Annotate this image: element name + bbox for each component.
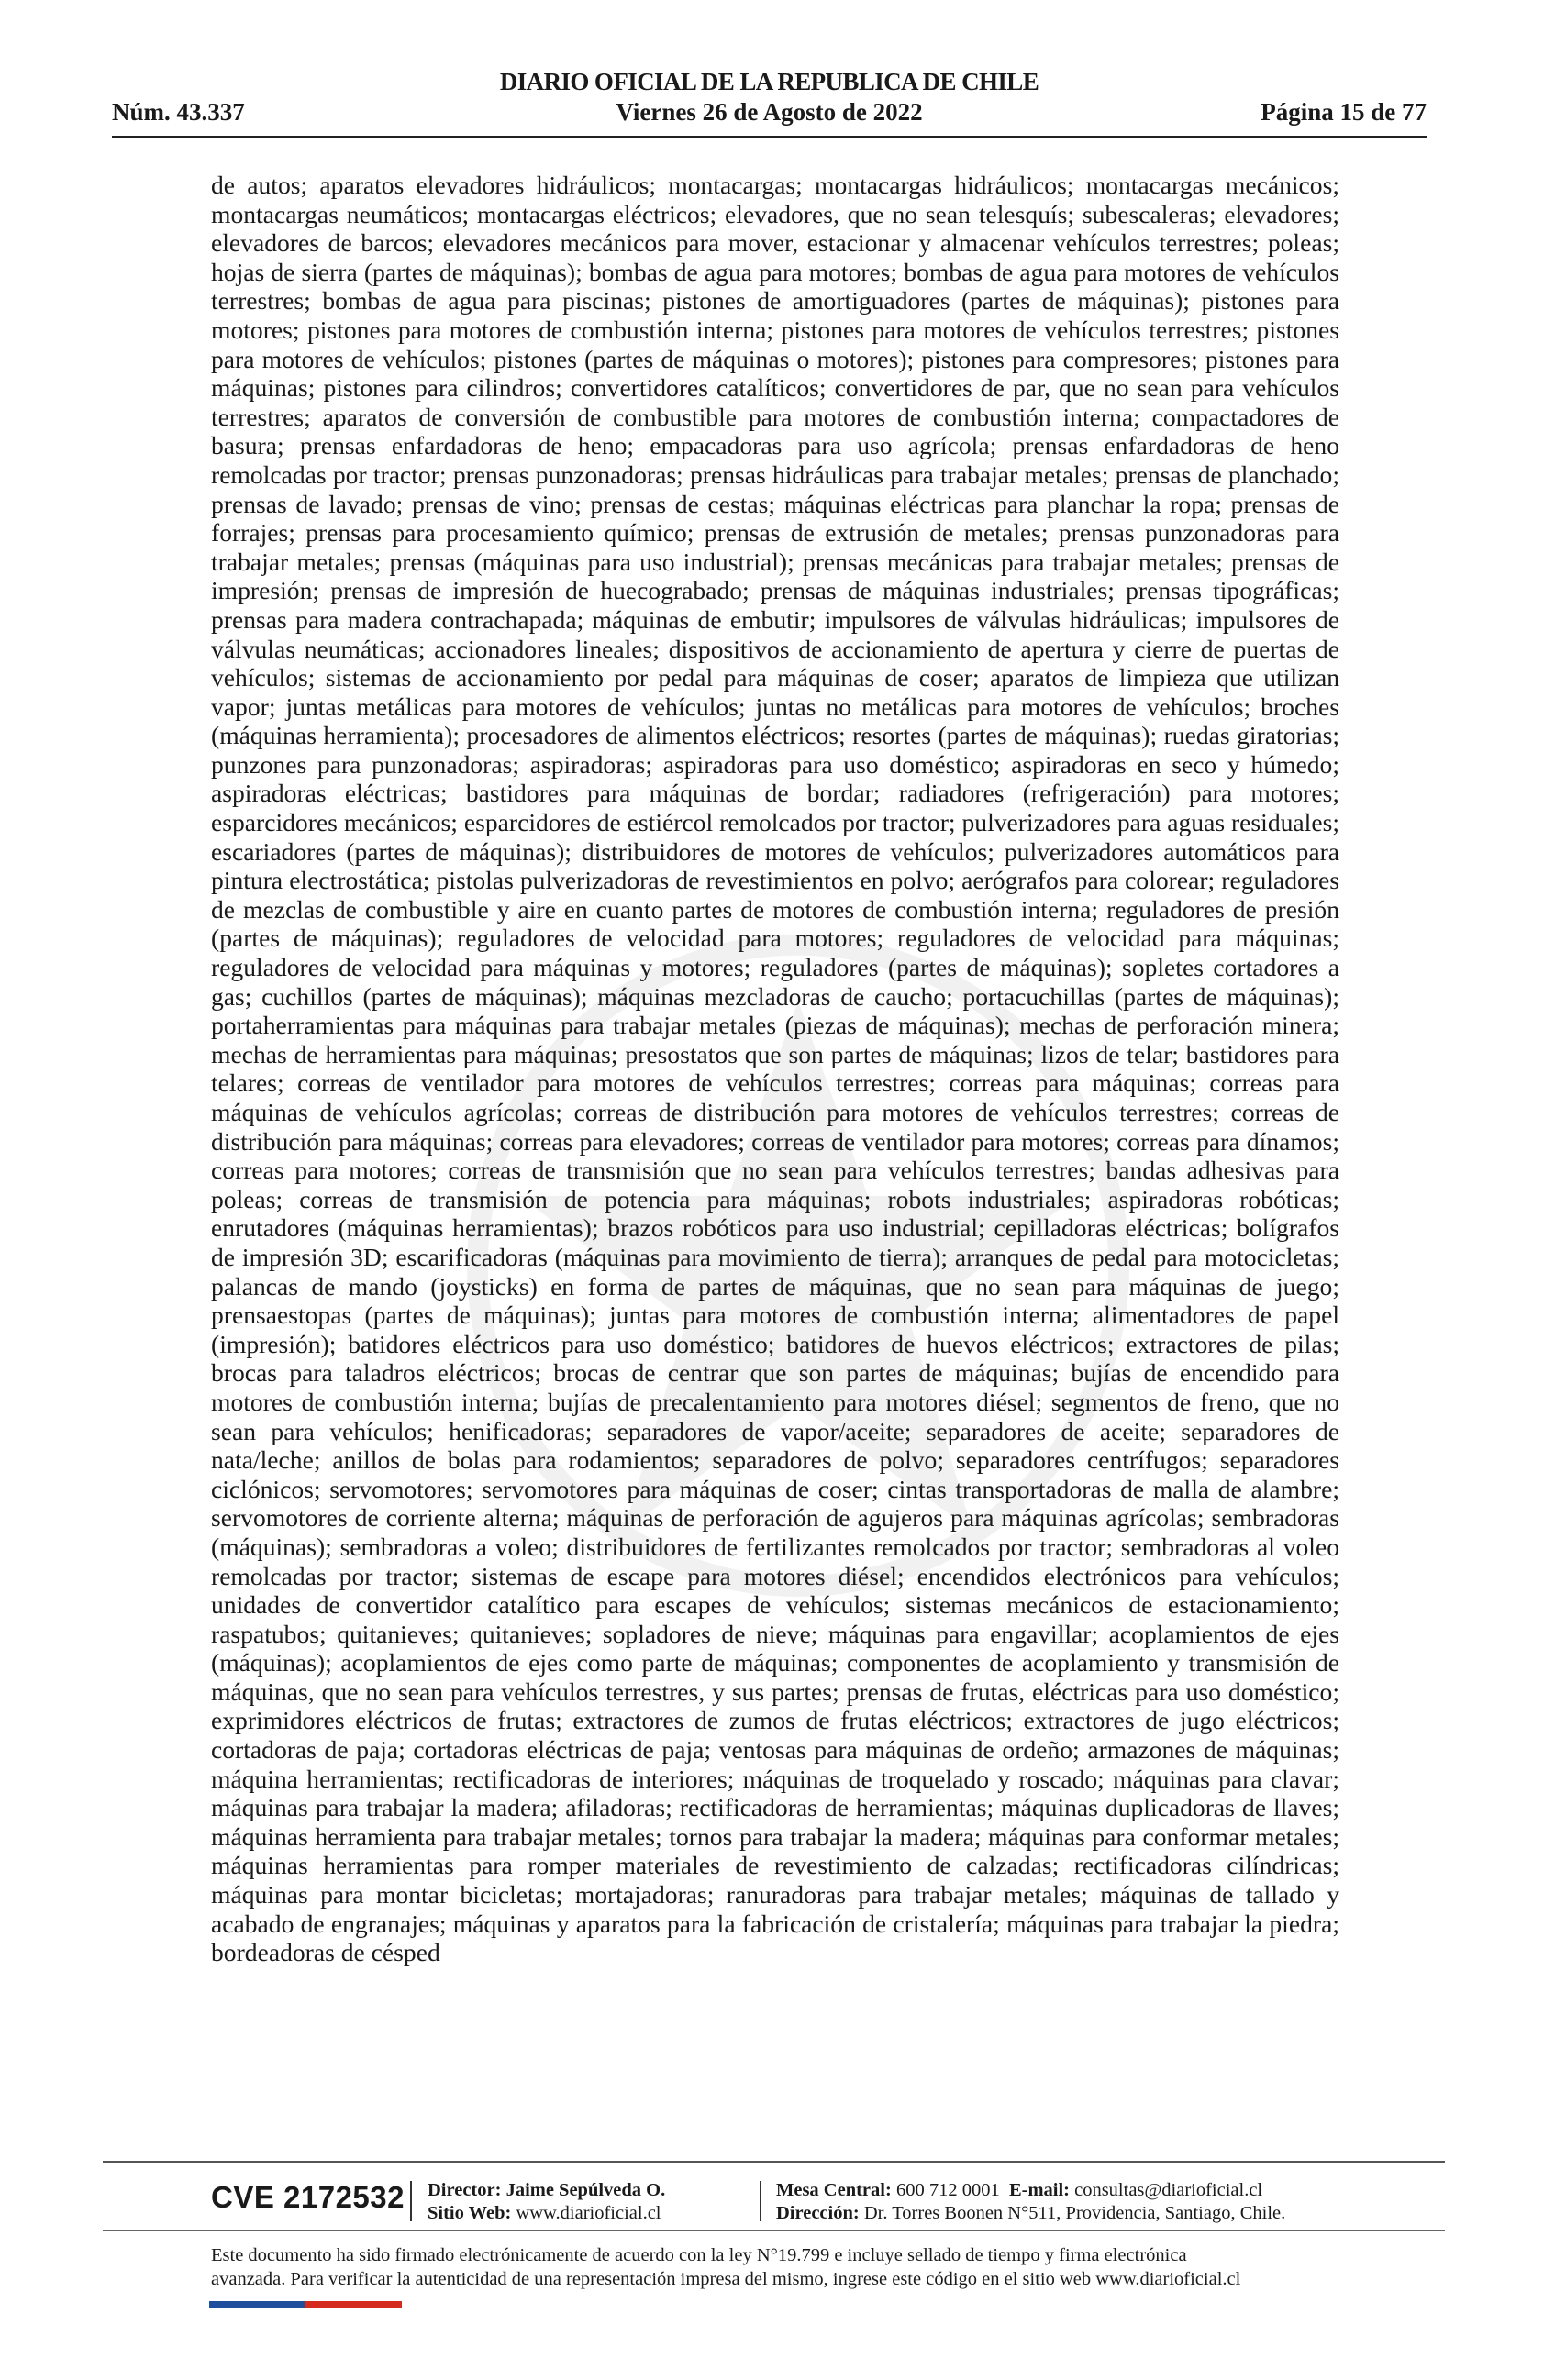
- footer-divider-top: [103, 2161, 1445, 2163]
- director-label: Director:: [428, 2180, 502, 2200]
- director-line: [428, 2179, 665, 2202]
- electronic-signature-note: [211, 2243, 1330, 2291]
- address-line: [776, 2202, 1285, 2225]
- footer-contact: [776, 2179, 1285, 2225]
- phone-label: Mesa Central:: [776, 2180, 892, 2200]
- footer-credits: [428, 2179, 665, 2225]
- footer-separator: [410, 2181, 412, 2221]
- signature-note-line: avanzada. Para verificar la autenticidad de una representación impresa del mismo, ingrese este código en el sitio web www.diarioficial.cl: [211, 2269, 1241, 2289]
- phone-number: 600 712 0001: [895, 2180, 1000, 2200]
- issue-date: Viernes 26 de Agosto de 2022: [616, 98, 923, 126]
- flag-red-segment: [305, 2301, 402, 2308]
- email-label: E-mail:: [1008, 2180, 1070, 2200]
- signature-note-line: Este documento ha sido firmado electrónicamente de acuerdo con la ley N°19.799 e incluye sellado de tiempo y firma electrónica: [211, 2245, 1187, 2265]
- website-label: Sitio Web:: [428, 2203, 512, 2223]
- issue-number: Núm. 43.337: [112, 98, 245, 126]
- phone-email-line: [776, 2179, 1285, 2202]
- website-link[interactable]: www.diarioficial.cl: [516, 2203, 661, 2223]
- cve-code: CVE 2172532: [211, 2180, 405, 2214]
- email-link[interactable]: consultas@diarioficial.cl: [1074, 2180, 1263, 2200]
- page-number: Página 15 de 77: [1261, 98, 1427, 126]
- director-name: Jaime Sepúlveda O.: [505, 2180, 666, 2200]
- document-body-text: de autos; aparatos elevadores hidráulicos; montacargas; montacargas hidráulicos; montacargas mecánicos; montacargas neumáticos; montacargas eléctricos; elevadores, que no sean telesquís; subescaleras; elevadores; elevadores de barcos; elevadores mecánicos para mover, estacionar y almacenar vehículos terrestres; poleas; hojas de sierra (partes de máquinas); bombas de agua para motores; bombas de agua para motores de vehículos terrestres; bombas de agua para piscinas; pistones de amortiguadores (partes de máquinas); pistones para motores; pistones para motores de combustión interna; pistones para motores de vehículos terrestres; pistones para motores de vehículos; pistones (partes de máquinas o motores); pistones para compresores; pistones para máquinas; pistones para cilindros; convertidores catalíticos; convertidores de par, que no sean para vehículos terrestres; aparatos de conversión de combustible para motores de combustión interna; compactadores de basura; prensas enfardadoras de heno; empacadoras para uso agrícola; prensas enfardadoras de heno remolcadas por tractor; prensas punzonadoras; prensas hidráulicas para trabajar metales; prensas de planchado; prensas de lavado; prensas de vino; prensas de cestas; máquinas eléctricas para planchar la ropa; prensas de forrajes; prensas para procesamiento químico; prensas de extrusión de metales; prensas punzonadoras para trabajar metales; prensas (máquinas para uso industrial); prensas mecánicas para trabajar metales; prensas de impresión; prensas de impresión de huecograbado; prensas de máquinas industriales; prensas tipográficas; prensas para madera contrachapada; máquinas de embutir; impulsores de válvulas hidráulicas; impulsores de válvulas neumáticas; accionadores lineales; dispositivos de accionamiento de apertura y cierre de puertas de vehículos; sistemas de accionamiento por pedal para máquinas de coser; aparatos de limpieza que utilizan vapor; juntas metálicas para motores de vehículos; juntas no metálicas para motores de vehículos; broches (máquinas herramienta); procesadores de alimentos eléctricos; resortes (partes de máquinas); ruedas giratorias; punzones para punzonadoras; aspiradoras; aspiradoras para uso doméstico; aspiradoras en seco y húmedo; aspiradoras eléctricas; bastidores para máquinas de bordar; radiadores (refrigeración) para motores; esparcidores mecánicos; esparcidores de estiércol remolcados por tractor; pulverizadores para aguas residuales; escariadores (partes de máquinas); distribuidores de motores de vehículos; pulverizadores automáticos para pintura electrostática; pistolas pulverizadoras de revestimientos en polvo; aerógrafos para colorear; reguladores de mezclas de combustible y aire en cuanto partes de motores de combustión interna; reguladores de presión (partes de máquinas); reguladores de velocidad para motores; reguladores de velocidad para máquinas; reguladores de velocidad para máquinas y motores; reguladores (partes de máquinas); sopletes cortadores a gas; cuchillos (partes de máquinas); máquinas mezcladoras de caucho; portacuchillas (partes de máquinas); portaherramientas para máquinas para trabajar metales (piezas de máquinas); mechas de perforación minera; mechas de herramientas para máquinas; presostatos que son partes de máquinas; lizos de telar; bastidores para telares; correas de ventilador para motores de vehículos terrestres; correas para máquinas; correas para máquinas de vehículos agrícolas; correas de distribución para motores de vehículos terrestres; correas de distribución para máquinas; correas para elevadores; correas de ventilador para motores; correas para dínamos; correas para motores; correas de transmisión que no sean para vehículos terrestres; bandas adhesivas para poleas; correas de transmisión de potencia para máquinas; robots industriales; aspiradoras robóticas; enrutadores (máquinas herramientas); brazos robóticos para uso industrial; cepilladoras eléctricas; bolígrafos de impresión 3D; escarificadoras (máquinas para movimiento de tierra); arranques de pedal para motocicletas; palancas de mando (joysticks) en forma de partes de máquinas, que no sean para máquinas de juego; prensaestopas (partes de máquinas); juntas para motores de combustión interna; alimentadores de papel (impresión); batidores eléctricos para uso doméstico; batidores de huevos eléctricos; extractores de pilas; brocas para taladros eléctricos; brocas de centrar que son partes de máquinas; bujías de encendido para motores de combustión interna; bujías de precalentamiento para motores diésel; segmentos de freno, que no sean para vehículos; henificadoras; separadores de vapor/aceite; separadores de aceite; separadores de nata/leche; anillos de bolas para rodamientos; separadores de polvo; separadores centrífugos; separadores ciclónicos; servomotores; servomotores para máquinas de coser; cintas transportadoras de malla de alambre; servomotores de corriente alterna; máquinas de perforación de agujeros para máquinas agrícolas; sembradoras (máquinas); sembradoras a voleo; distribuidores de fertilizantes remolcados por tractor; sembradoras al voleo remolcadas por tractor; sistemas de escape para motores diésel; encendidos electrónicos para vehículos; unidades de convertidor catalítico para escapes de vehículos; sistemas mecánicos de estacionamiento; raspatubos; quitanieves; quitanieves; sopladores de nieve; máquinas para engavillar; acoplamientos de ejes (máquinas); acoplamientos de ejes como parte de máquinas; componentes de acoplamiento y transmisión de máquinas, que no sean para vehículos terrestres, y sus partes; prensas de frutas, eléctricas para uso doméstico; exprimidores eléctricos de frutas; extractores de zumos de frutas eléctricos; extractores de jugo eléctricos; cortadoras de paja; cortadoras eléctricas de paja; ventosas para máquinas de ordeño; armazones de máquinas; máquina herramientas; rectificadoras de interiores; máquinas de troquelado y roscado; máquinas para clavar; máquinas para trabajar la madera; afiladoras; rectificadoras de herramientas; máquinas duplicadoras de llaves; máquinas herramienta para trabajar metales; tornos para trabajar la madera; máquinas para conformar metales; máquinas herramientas para romper materiales de revestimiento de calzadas; rectificadoras cilíndricas; máquinas para montar bicicletas; mortajadoras; ranuradoras para trabajar metales; máquinas de tallado y acabado de engranajes; máquinas y aparatos para la fabricación de cristalería; máquinas para trabajar la piedra; bordeadoras de césped: [211, 171, 1339, 1967]
- page-header: [112, 68, 1427, 132]
- address-label: Dirección:: [776, 2203, 860, 2223]
- header-divider: [112, 136, 1427, 138]
- flag-color-bar: [209, 2301, 402, 2308]
- newspaper-name: DIARIO OFICIAL DE LA REPUBLICA DE CHILE: [499, 68, 1039, 95]
- footer-separator: [760, 2181, 761, 2221]
- website-line: [428, 2202, 665, 2225]
- address-text: Dr. Torres Boonen N°511, Providencia, Santiago, Chile.: [863, 2203, 1286, 2223]
- footer-divider-middle: [103, 2230, 1445, 2231]
- flag-blue-segment: [209, 2301, 305, 2308]
